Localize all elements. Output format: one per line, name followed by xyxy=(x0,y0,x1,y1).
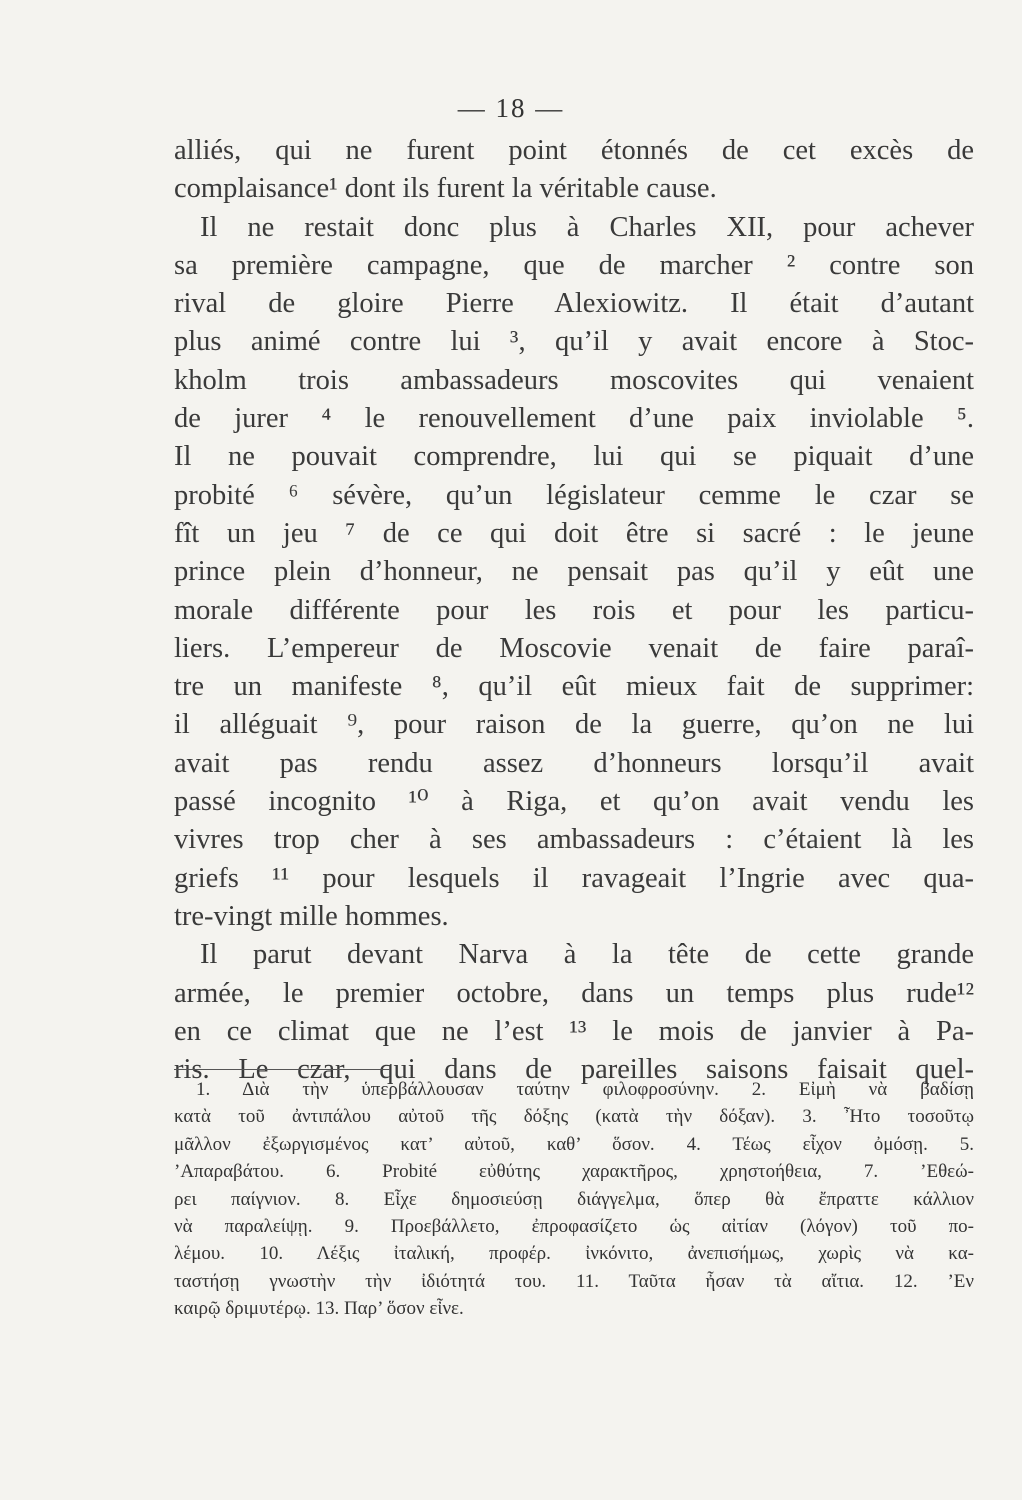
body-line: de jurer ⁴ le renouvellement d’une paix inviolable ⁵. xyxy=(174,403,974,435)
footnote-line: μᾶλλον ἐξωργισμένος κατ’ αὐτοῦ, καθ’ ὅσον. 4. Τέως εἶχον ὀμόσῃ. 5. xyxy=(174,1133,974,1155)
body-line: il alléguait ⁹, pour raison de la guerre, qu’on ne lui xyxy=(174,709,974,741)
body-line: fît un jeu ⁷ de ce qui doit être si sacré : le jeune xyxy=(174,517,974,549)
body-line: vivres trop cher à ses ambassadeurs : c’étaient là les xyxy=(174,824,974,856)
footnote-line: 1. Διὰ τὴν ὑπερβάλλουσαν ταύτην φιλοφροσύνην. 2. Εἰμὴ νὰ βαδίσῃ xyxy=(196,1079,974,1100)
body-line: probité ⁶ sévère, qu’un législateur cemme le czar se xyxy=(174,479,974,511)
body-line: tre un manifeste ⁸, qu’il eût mieux fait de supprimer: xyxy=(174,671,974,703)
footnote-line: νὰ παραλείψῃ. 9. Προεβάλλετο, ἐπροφασίζετο ὡς αἰτίαν (λόγον) τοῦ πο- xyxy=(174,1215,974,1237)
footnote-divider xyxy=(174,1069,390,1070)
footnote-line: ’Απαραβάτου. 6. Probité εὐθύτης χαρακτῆρος, χρηστοήθεια, 7. ’Εθεώ- xyxy=(174,1161,974,1183)
body-line: complaisance¹ dont ils furent la véritable cause. xyxy=(174,173,717,205)
body-line: rival de gloire Pierre Alexiowitz. Il était d’autant xyxy=(174,288,974,320)
body-line: alliés, qui ne furent point étonnés de cet excès de xyxy=(174,135,974,166)
body-line: sa première campagne, que de marcher ² contre son xyxy=(174,249,974,281)
footnote-line: λέμου. 10. Λέξις ἰταλική, προφέρ. ἰνκόνιτο, ἀνεπισήμως, χωρὶς νὰ κα- xyxy=(174,1243,974,1265)
footnote-line: ταστήσῃ γνωστὴν τὴν ἰδιότητά του. 11. Ταῦτα ἦσαν τὰ αἴτια. 12. ’Εν xyxy=(174,1270,974,1292)
page-number: — 18 — xyxy=(457,93,565,123)
body-line: en ce climat que ne l’est ¹³ le mois de janvier à Pa- xyxy=(174,1015,974,1047)
body-line: Il ne restait donc plus à Charles XII, pour achever xyxy=(200,211,974,243)
body-line: griefs ¹¹ pour lesquels il ravageait l’Ingrie avec qua- xyxy=(174,862,974,894)
body-line: tre-vingt mille hommes. xyxy=(174,900,449,932)
body-line: morale différente pour les rois et pour les particu- xyxy=(174,594,974,626)
body-line: Il parut devant Narva à la tête de cette grande xyxy=(200,939,974,971)
body-line: liers. L’empereur de Moscovie venait de faire paraî- xyxy=(174,632,974,664)
main-text xyxy=(174,132,974,1089)
footnotes xyxy=(174,1076,974,1323)
footnote-line: κατὰ τοῦ ἀντιπάλου αὐτοῦ τῆς δόξης (κατὰ τὴν δόξαν). 3. Ἦτο τοσοῦτῳ xyxy=(174,1106,974,1128)
body-line: Il ne pouvait comprendre, lui qui se piquait d’une xyxy=(174,441,974,473)
body-line: plus animé contre lui ³, qu’il y avait encore à Stoc- xyxy=(174,326,974,358)
body-line: armée, le premier octobre, dans un temps plus rude¹² xyxy=(174,977,974,1009)
body-line: ris. Le czar, qui dans de pareilles saisons faisait quel- xyxy=(174,1054,974,1086)
body-line: passé incognito ¹⁰ à Riga, et qu’on avait vendu les xyxy=(174,786,974,818)
body-line: prince plein d’honneur, ne pensait pas qu’il y eût une xyxy=(174,556,974,588)
body-line: kholm trois ambassadeurs moscovites qui venaient xyxy=(174,364,974,396)
footnote-line: καιρῷ δριμυτέρῳ. 13. Παρ’ ὅσον εἶνε. xyxy=(174,1298,464,1320)
body-line: avait pas rendu assez d’honneurs lorsqu’il avait xyxy=(174,747,974,779)
footnote-line: ρει παίγνιον. 8. Εἶχε δημοσιεύσῃ διάγγελμα, ὅπερ θὰ ἔπραττε κάλλιον xyxy=(174,1188,974,1210)
